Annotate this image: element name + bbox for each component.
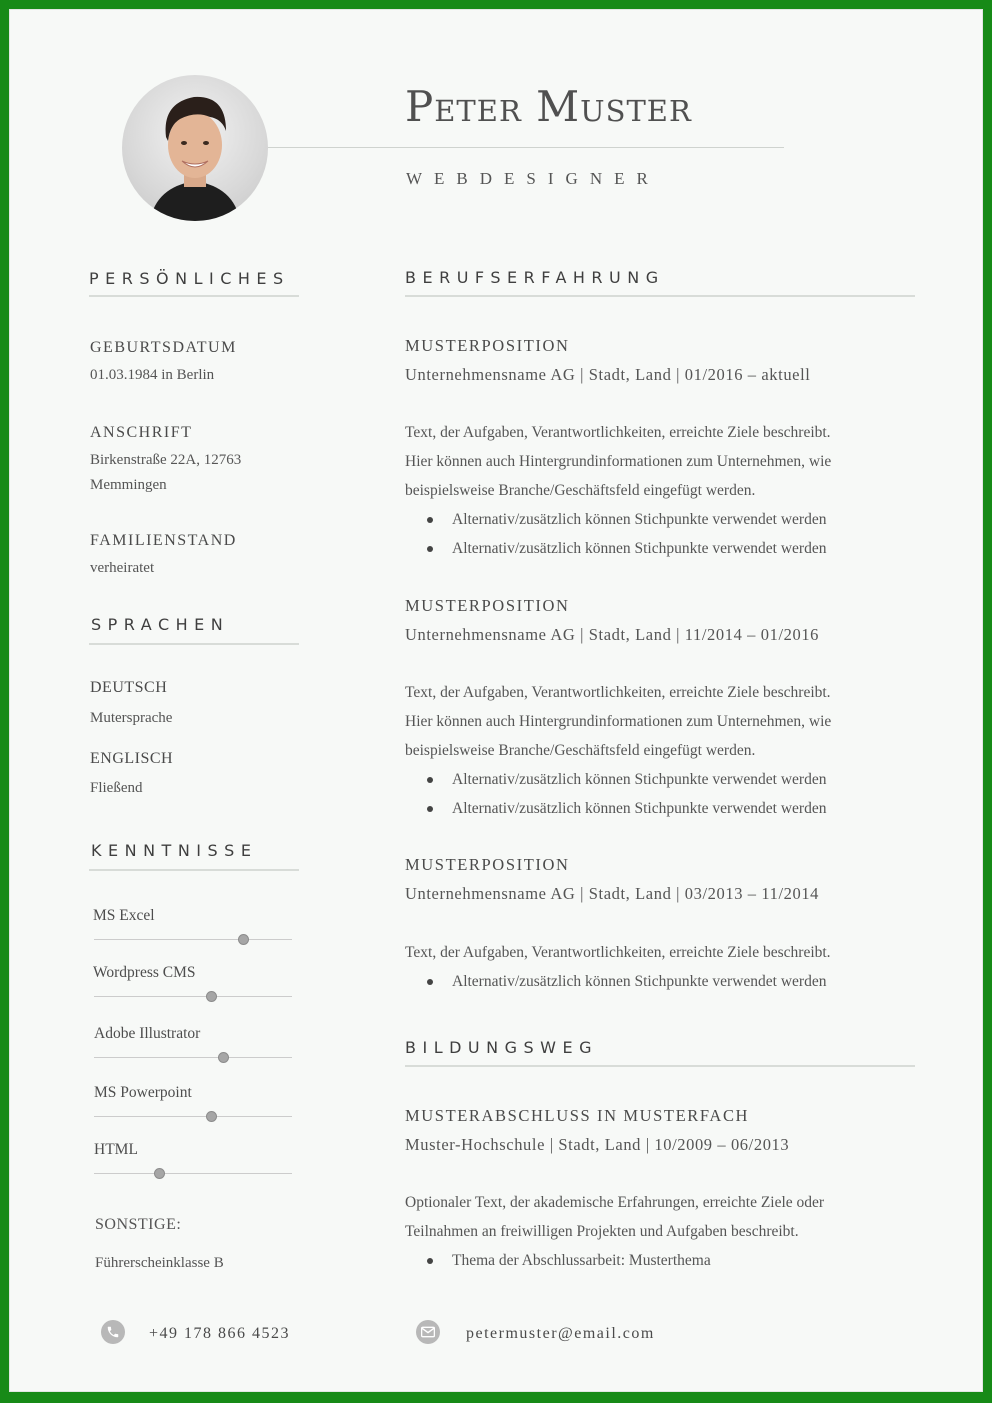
other-value: Führerscheinklasse B	[95, 1255, 224, 1271]
skill-level-knob	[154, 1168, 165, 1179]
section-divider	[89, 295, 299, 297]
address-line2: Memmingen	[90, 477, 167, 493]
section-heading-education: BILDUNGSWEG	[405, 1038, 598, 1057]
position-company: Unternehmensname AG | Stadt, Land | 03/2013 – 11/2014	[405, 884, 820, 903]
birth-value: 01.03.1984 in Berlin	[90, 367, 215, 383]
degree-description: Optionaler Text, der akademische Erfahrungen, erreichte Ziele oder	[405, 1194, 825, 1211]
profile-photo	[122, 75, 268, 221]
position-description: Text, der Aufgaben, Verantwortlichkeiten, erreichte Ziele beschreibt.	[405, 944, 831, 961]
skill-name: HTML	[94, 1141, 138, 1158]
marital-label: FAMILIENSTAND	[90, 532, 237, 549]
position-description: Text, der Aufgaben, Verantwortlichkeiten, erreichte Ziele beschreibt.	[405, 684, 831, 701]
email-address[interactable]: petermuster@email.com	[466, 1325, 655, 1342]
degree-title: MUSTERABSCHLUSS IN MUSTERFACH	[405, 1106, 750, 1125]
portrait-illustration	[122, 75, 268, 221]
section-divider	[405, 295, 915, 297]
bullet-item: Alternativ/zusätzlich können Stichpunkte verwendet werden	[452, 967, 826, 996]
skill-slider	[94, 1057, 292, 1058]
skill-slider	[94, 996, 292, 997]
job-title: WEBDESIGNER	[406, 169, 660, 188]
bullet-item: Alternativ/zusätzlich können Stichpunkte verwendet werden	[452, 765, 826, 794]
envelope-icon	[416, 1320, 440, 1344]
header-divider	[268, 147, 784, 148]
skill-level-knob	[206, 1111, 217, 1122]
position-title: MUSTERPOSITION	[405, 336, 570, 355]
position-title: MUSTERPOSITION	[405, 855, 570, 874]
skill-name: Wordpress CMS	[93, 964, 196, 981]
position-description: Text, der Aufgaben, Verantwortlichkeiten, erreichte Ziele beschreibt.	[405, 424, 831, 441]
address-line1: Birkenstraße 22A, 12763	[90, 452, 242, 468]
resume-page	[9, 9, 983, 1392]
position-company: Unternehmensname AG | Stadt, Land | 01/2016 – aktuell	[405, 365, 811, 384]
address-label: ANSCHRIFT	[90, 424, 193, 441]
position-company: Unternehmensname AG | Stadt, Land | 11/2014 – 01/2016	[405, 625, 820, 644]
bullet-item: Thema der Abschlussarbeit: Musterthema	[452, 1246, 711, 1275]
language-name: DEUTSCH	[90, 679, 168, 696]
phone-icon	[101, 1320, 125, 1344]
skill-name: MS Powerpoint	[94, 1084, 192, 1101]
marital-value: verheiratet	[90, 560, 155, 576]
position-title: MUSTERPOSITION	[405, 596, 570, 615]
other-label: SONSTIGE:	[95, 1216, 182, 1233]
degree-description: Teilnahmen an freiwilligen Projekten und Aufgaben beschreibt.	[405, 1223, 799, 1240]
skill-slider	[94, 1173, 292, 1174]
section-heading-experience: BERUFSERFAHRUNG	[405, 268, 665, 287]
degree-school: Muster-Hochschule | Stadt, Land | 10/2009 – 06/2013	[405, 1135, 790, 1154]
person-name: Peter Muster	[405, 82, 692, 131]
skill-name: MS Excel	[93, 907, 155, 924]
skill-slider	[94, 939, 292, 940]
skill-level-knob	[206, 991, 217, 1002]
section-divider	[405, 1065, 915, 1067]
language-level: Mutersprache	[90, 710, 173, 726]
bullet-item: Alternativ/zusätzlich können Stichpunkte verwendet werden	[452, 534, 826, 563]
section-divider	[89, 643, 299, 645]
section-heading-personal: PERSÖNLICHES	[89, 269, 290, 288]
section-divider	[89, 869, 299, 871]
section-heading-languages: SPRACHEN	[91, 615, 230, 634]
skill-level-knob	[238, 934, 249, 945]
language-name: ENGLISCH	[90, 750, 174, 767]
position-description: beispielsweise Branche/Geschäftsfeld eingefügt werden.	[405, 742, 756, 759]
phone-number[interactable]: +49 178 866 4523	[149, 1325, 291, 1342]
skill-name: Adobe Illustrator	[94, 1025, 201, 1042]
skill-slider	[94, 1116, 292, 1117]
position-description: Hier können auch Hintergrundinformationen zum Unternehmen, wie	[405, 713, 832, 730]
skill-level-knob	[218, 1052, 229, 1063]
position-description: beispielsweise Branche/Geschäftsfeld eingefügt werden.	[405, 482, 756, 499]
position-description: Hier können auch Hintergrundinformationen zum Unternehmen, wie	[405, 453, 832, 470]
bullet-item: Alternativ/zusätzlich können Stichpunkte verwendet werden	[452, 505, 826, 534]
bullet-item: Alternativ/zusätzlich können Stichpunkte verwendet werden	[452, 794, 826, 823]
language-level: Fließend	[90, 780, 143, 796]
section-heading-skills: KENNTNISSE	[91, 841, 258, 860]
birth-label: GEBURTSDATUM	[90, 339, 237, 356]
